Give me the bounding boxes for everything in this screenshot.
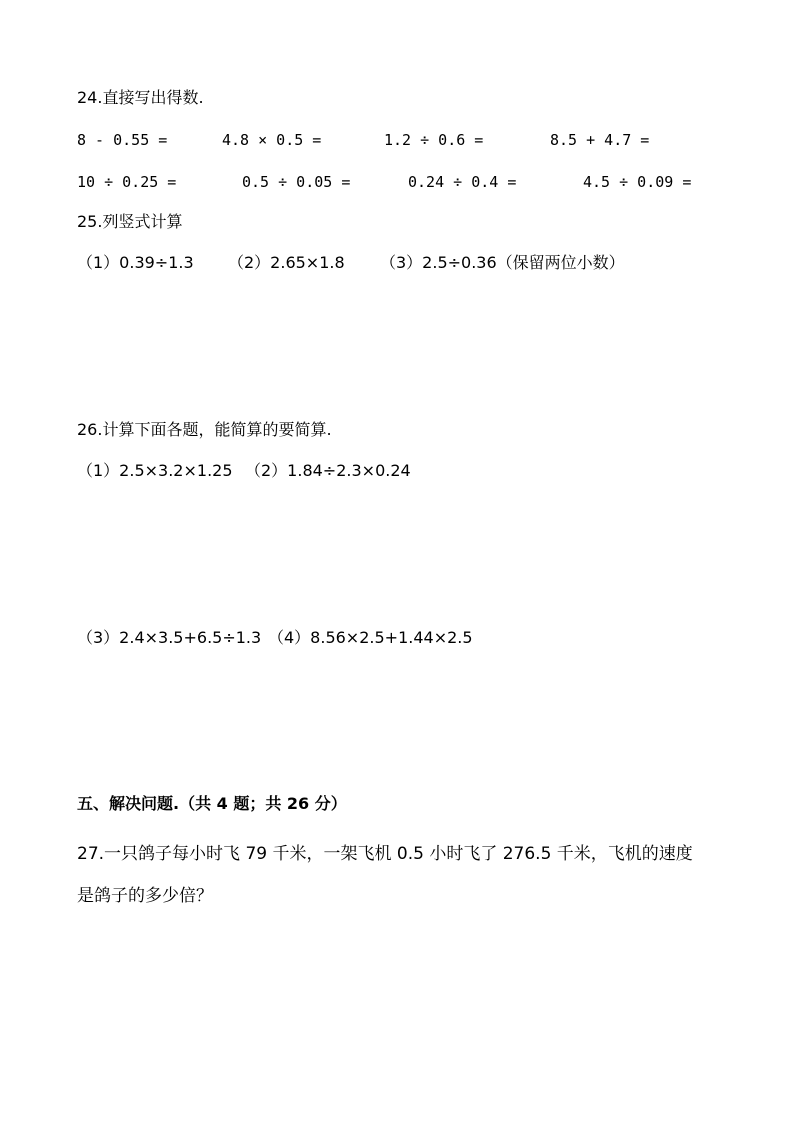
q24-expr-3: 1.2 ÷ 0.6 = (384, 131, 484, 149)
q24-expr-7: 0.24 ÷ 0.4 = (408, 173, 517, 191)
q25-item-3: （3）2.5÷0.36（保留两位小数） (380, 253, 625, 272)
q26-item-3: （3）2.4×3.5+6.5÷1.3 (77, 628, 262, 647)
q26-item-4: （4）8.56×2.5+1.44×2.5 (268, 628, 473, 647)
q26-title: 26.计算下面各题，能简算的要简算. (77, 420, 332, 439)
q24-expr-5: 10 ÷ 0.25 = (77, 173, 177, 191)
section-5-heading: 五、解决问题.（共 4 题；共 26 分） (77, 794, 347, 813)
q25-title: 25.列竖式计算 (77, 212, 183, 231)
q25-item-2: （2）2.65×1.8 (228, 253, 345, 272)
q24-title: 24.直接写出得数. (77, 88, 204, 107)
q27-text-line-1: 27.一只鸽子每小时飞 79 千米，一架飞机 0.5 小时飞了 276.5 千米，飞机的速度 (77, 844, 693, 864)
q26-item-2: （2）1.84÷2.3×0.24 (245, 461, 411, 480)
q24-expr-6: 0.5 ÷ 0.05 = (242, 173, 351, 191)
q24-expr-8: 4.5 ÷ 0.09 = (583, 173, 692, 191)
q24-expr-1: 8 - 0.55 = (77, 131, 168, 149)
q24-expr-2: 4.8 × 0.5 = (222, 131, 322, 149)
q27-text-line-2: 是鸽子的多少倍？ (77, 886, 213, 906)
q26-item-1: （1）2.5×3.2×1.25 (77, 461, 233, 480)
q25-item-1: （1）0.39÷1.3 (77, 253, 194, 272)
q24-expr-4: 8.5 + 4.7 = (550, 131, 650, 149)
